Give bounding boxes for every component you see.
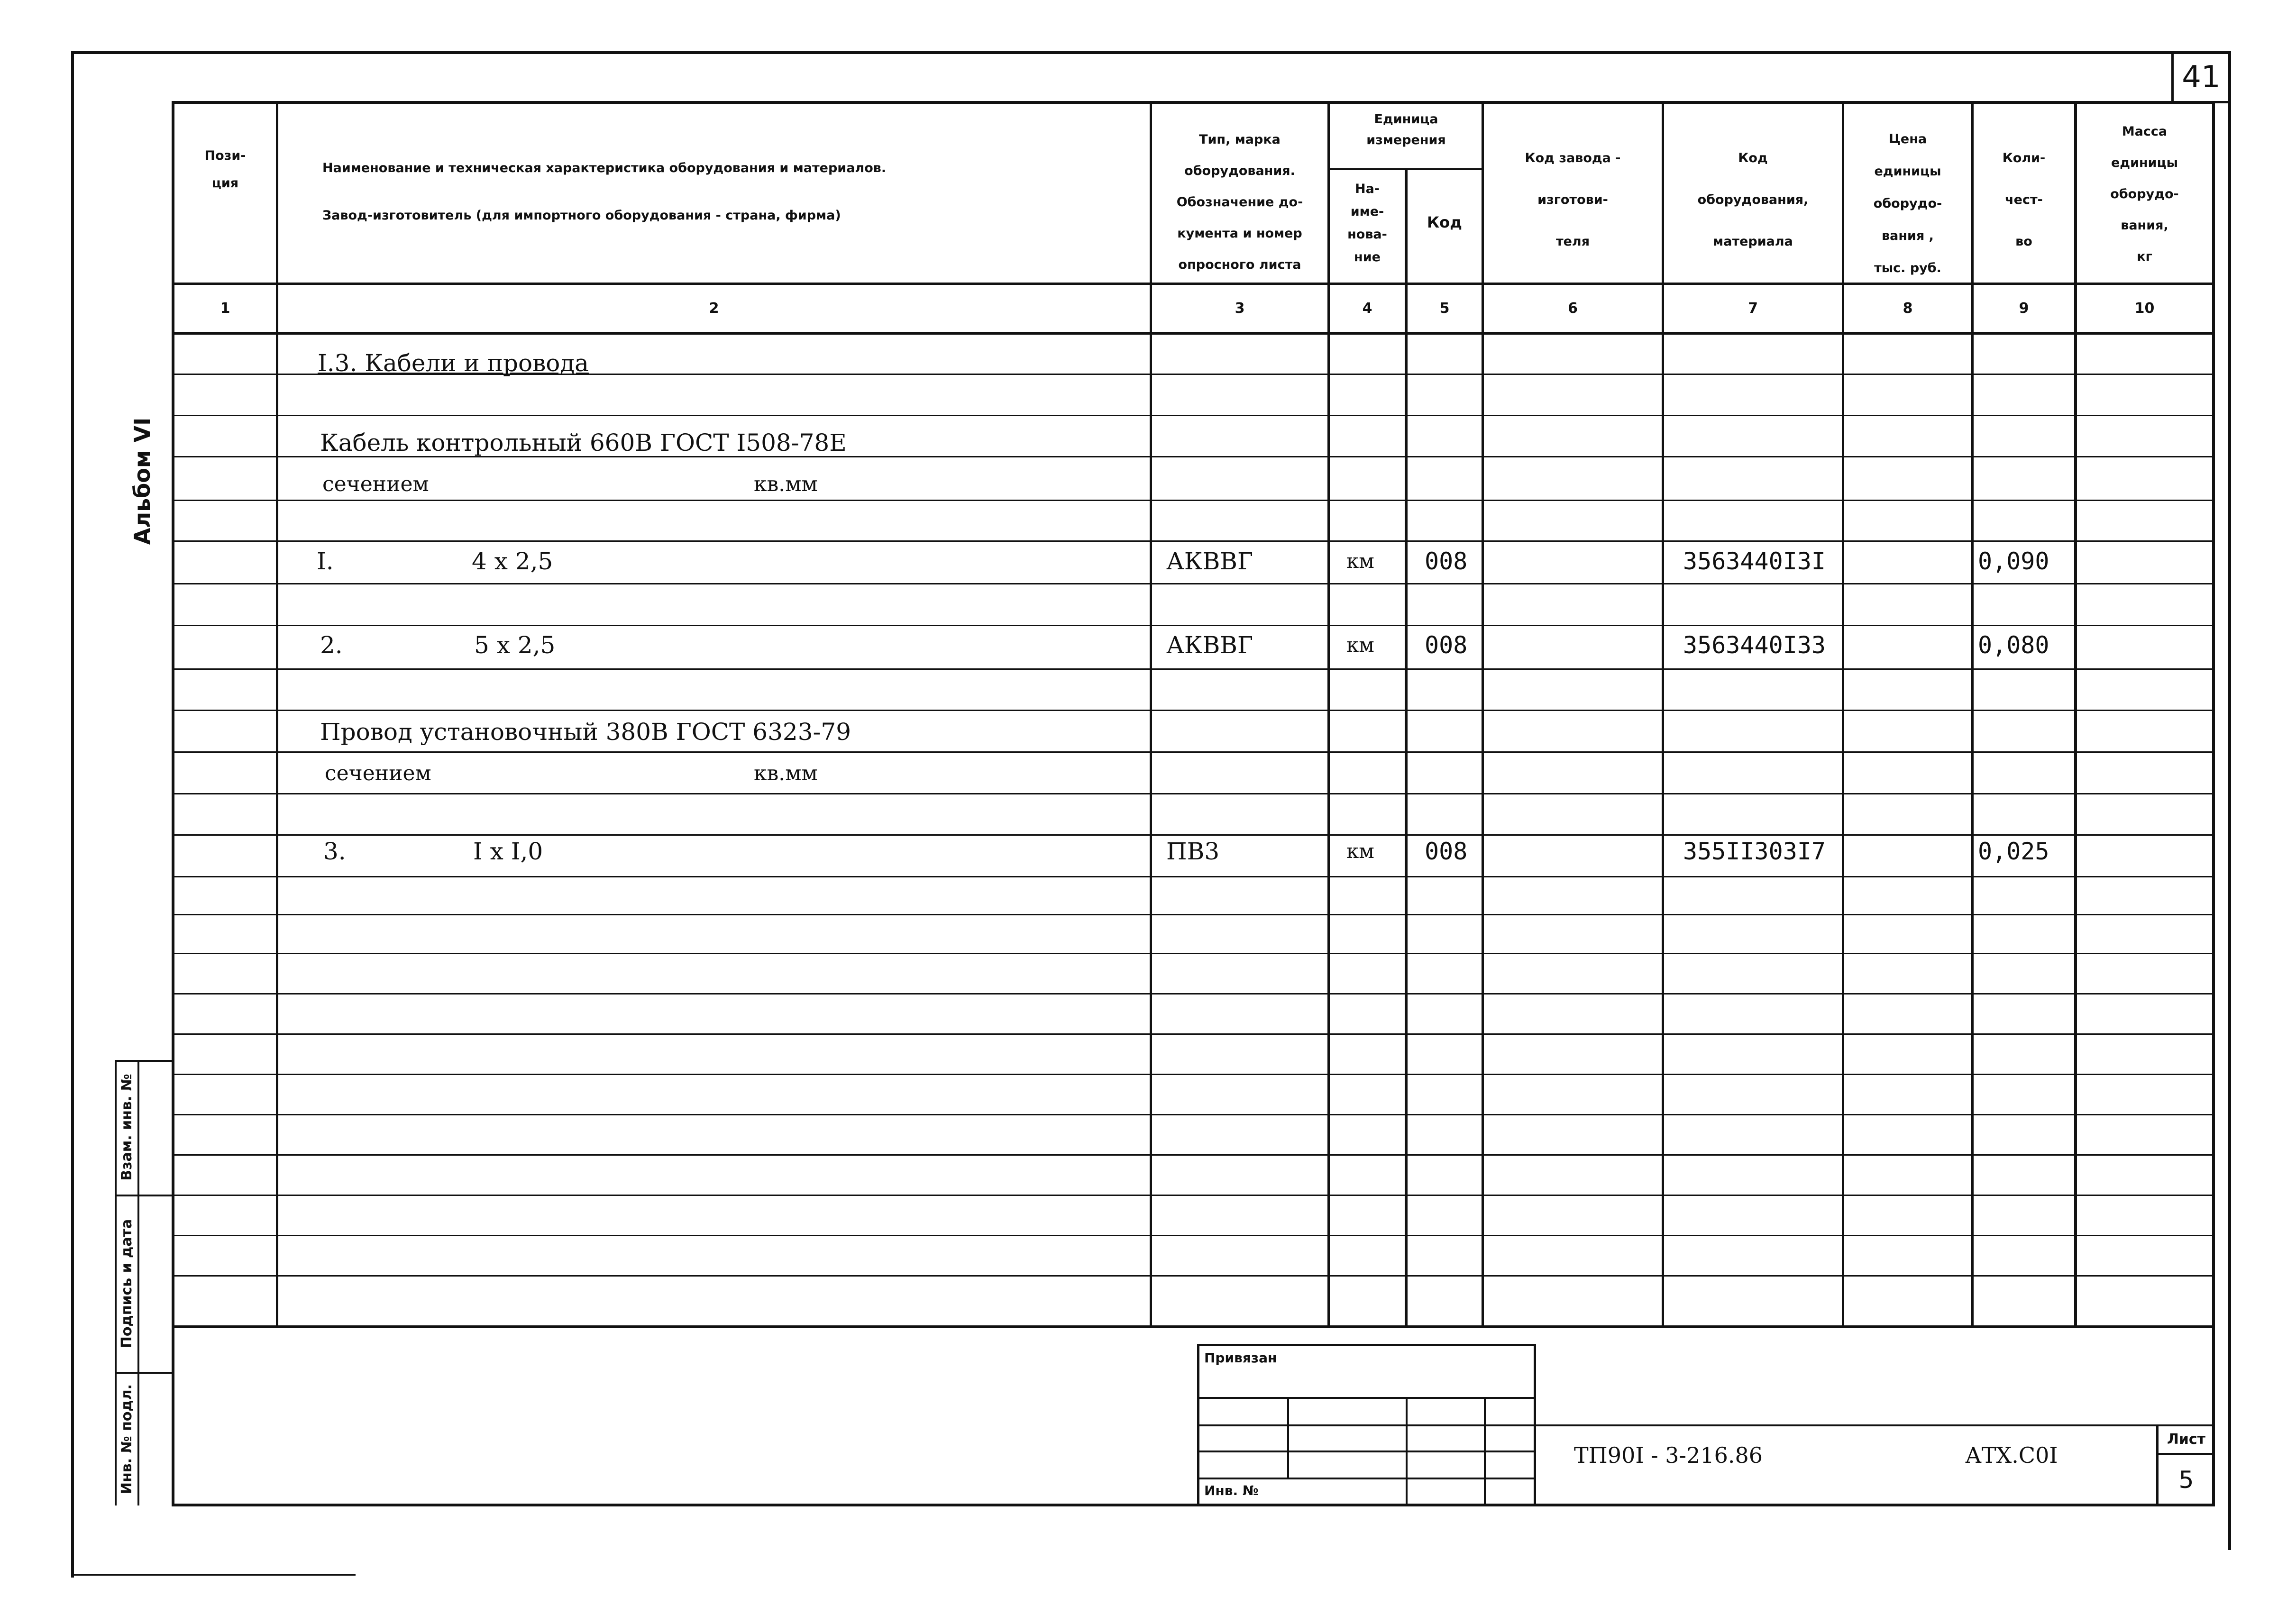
item-1-code: 008 <box>1425 547 1468 575</box>
hdr-col10 <box>2077 116 2212 273</box>
item-2-qty: 0,080 <box>1978 631 2049 659</box>
body-row-line <box>172 1114 2215 1115</box>
album-label: Альбом VI <box>129 417 155 545</box>
stamp-box-divider <box>137 1060 139 1505</box>
hdr-col1-l1: Пози- <box>204 148 246 163</box>
hdr-col5: Код <box>1427 213 1462 231</box>
hdr-col4-l2: име- <box>1350 204 1384 219</box>
body-row-line <box>172 1074 2215 1075</box>
body-row-line <box>172 1154 2215 1156</box>
table-top <box>172 101 2215 104</box>
wire-heading: Провод установочный 380В ГОСТ 6323-79 <box>320 718 851 746</box>
hdr-col3 <box>1153 124 1326 281</box>
item-3-equip-code: 355II303I7 <box>1683 838 1826 865</box>
stamp-signature-date: Подпись и дата <box>119 1219 135 1349</box>
hdr-col3-l2: оборудования. <box>1184 164 1295 178</box>
body-row-line <box>172 415 2215 416</box>
cable-heading: Кабель контрольный 660В ГОСТ I508-78Е <box>320 429 847 456</box>
tb-attached: Привязан <box>1204 1350 1277 1366</box>
tb-doc-code: АТХ.С0I <box>1965 1442 2058 1468</box>
item-2-unit: км <box>1346 633 1374 657</box>
hdr-unit <box>1330 109 1482 151</box>
hdr-col8-l1: Цена <box>1888 132 1927 146</box>
hdr-col4-l4: ние <box>1354 250 1381 265</box>
stamp-replaced-inv: Взам. инв. № <box>119 1074 135 1181</box>
wire-section-unit: кв.мм <box>754 761 818 785</box>
item-1-pos: I. <box>317 547 334 575</box>
item-2-type: АКВВГ <box>1166 631 1253 659</box>
hdr-col7 <box>1664 137 1842 263</box>
tb-sheet-value: 5 <box>2178 1466 2194 1494</box>
tb-vert-3 <box>1484 1397 1486 1505</box>
col-num-8: 8 <box>1903 300 1913 317</box>
tb-box-top <box>1197 1344 1536 1346</box>
col-num-1: 1 <box>220 300 230 317</box>
hdr-col7-l2: оборудования, <box>1697 192 1809 207</box>
item-3-unit: км <box>1346 839 1374 863</box>
hdr-col9-l1: Коли- <box>2002 151 2046 165</box>
table-right <box>2212 101 2215 1506</box>
hdr-col2 <box>322 145 1147 239</box>
item-3-qty: 0,025 <box>1978 838 2049 865</box>
col-num-4: 4 <box>1362 300 1372 317</box>
tb-vert-1 <box>1287 1397 1289 1478</box>
item-1-qty: 0,090 <box>1978 547 2049 575</box>
tb-inv-no: Инв. № <box>1204 1483 1259 1498</box>
frame-top <box>71 51 2231 54</box>
hdr-col6-l3: теля <box>1555 234 1590 249</box>
hdr-col8-l4: вания , <box>1882 228 1934 243</box>
body-row-line <box>172 876 2215 877</box>
body-row-line <box>172 1195 2215 1196</box>
col-num-6: 6 <box>1568 300 1578 317</box>
section-title: I.3. Кабели и провода <box>318 349 589 377</box>
item-1-unit: км <box>1346 549 1374 573</box>
frame-bottom <box>71 1574 356 1576</box>
col-num-10: 10 <box>2134 300 2155 317</box>
frame-right <box>2228 51 2231 1550</box>
body-row-line <box>172 793 2215 794</box>
hdr-col6-l2: изготови- <box>1537 192 1608 207</box>
hdr-col2-l2: Завод-изготовитель (для импортного оборудования - страна, фирма) <box>322 208 841 223</box>
item-3-type: ПВ3 <box>1166 838 1220 865</box>
col-num-9: 9 <box>2019 300 2029 317</box>
hdr-col8 <box>1844 123 1971 284</box>
wire-section-label: сечением <box>325 761 431 785</box>
item-1-type: АКВВГ <box>1166 547 1253 575</box>
table-body-bottom <box>172 1325 2215 1328</box>
hdr-col10-l1: Масса <box>2122 124 2168 139</box>
tb-sheet-mid <box>2156 1453 2214 1455</box>
stamp-sep-1 <box>115 1195 174 1196</box>
body-row-line <box>172 914 2215 915</box>
tb-sheet-label: Лист <box>2167 1431 2206 1448</box>
page-bottom-border <box>172 1504 2215 1506</box>
cable-section-label: сечением <box>322 472 429 496</box>
hdr-col8-l2: единицы <box>1874 164 1941 179</box>
item-3-code: 008 <box>1425 838 1468 865</box>
item-3-size: I х I,0 <box>473 838 543 865</box>
hdr-col6 <box>1484 137 1662 263</box>
hdr-col8-l5: тыс. руб. <box>1874 261 1941 275</box>
col-num-2: 2 <box>709 300 719 317</box>
item-3-pos: 3. <box>323 838 346 865</box>
hdr-col3-l3: Обозначение до- <box>1176 195 1303 210</box>
hdr-col7-l3: материала <box>1713 234 1793 249</box>
body-row-line <box>172 668 2215 670</box>
hdr-unit-l1: Единица <box>1374 112 1438 127</box>
frame-left <box>71 51 74 1578</box>
stamp-inv-original: Инв. № подл. <box>119 1384 135 1495</box>
hdr-col1-l2: ция <box>211 176 239 191</box>
hdr-col4-l3: нова- <box>1347 227 1387 242</box>
item-1-equip-code: 3563440I3I <box>1683 547 1826 575</box>
col-num-3: 3 <box>1235 300 1245 317</box>
col-num-7: 7 <box>1748 300 1758 317</box>
hdr-col3-l1: Тип, марка <box>1199 132 1281 147</box>
hdr-col3-l5: опросного листа <box>1178 257 1301 272</box>
hdr-unit-l2: измерения <box>1366 133 1446 147</box>
item-2-code: 008 <box>1425 631 1468 659</box>
hdr-col1 <box>174 142 276 197</box>
item-2-pos: 2. <box>320 631 343 659</box>
hdr-col8-l3: оборудо- <box>1873 196 1942 211</box>
body-row-line <box>172 993 2215 994</box>
item-2-size: 5 х 2,5 <box>474 631 556 659</box>
hdr-col2-l1: Наименование и техническая характеристика оборудования и материалов. <box>322 161 887 175</box>
hdr-col10-l2: единицы <box>2111 155 2178 170</box>
tb-right-top <box>1536 1424 2214 1426</box>
body-row-line <box>172 1033 2215 1035</box>
item-1-size: 4 х 2,5 <box>472 547 553 575</box>
hdr-col6-l1: Код завода - <box>1525 151 1621 165</box>
body-row-line <box>172 500 2215 501</box>
hdr-col4 <box>1330 178 1405 269</box>
hdr-col10-l4: вания, <box>2121 218 2168 233</box>
tb-vert-2 <box>1406 1397 1408 1505</box>
tb-project-code: ТП90I - 3-216.86 <box>1574 1442 1763 1468</box>
item-2-equip-code: 3563440I33 <box>1683 631 1826 659</box>
hdr-col10-l3: оборудо- <box>2110 187 2179 201</box>
body-row-line <box>172 1235 2215 1236</box>
body-row-line <box>172 583 2215 584</box>
sheet-number: 41 <box>2182 60 2221 95</box>
col-num-5: 5 <box>1439 300 1450 317</box>
hdr-col3-l4: кумента и номер <box>1177 226 1302 241</box>
body-row-line <box>172 1275 2215 1277</box>
hdr-col4-l1: На- <box>1354 182 1380 196</box>
hdr-col10-l5: кг <box>2137 249 2152 264</box>
hdr-col9-l2: чест- <box>2005 192 2043 207</box>
hdr-col9 <box>1974 137 2074 263</box>
cable-section-unit: кв.мм <box>754 472 818 496</box>
hdr-col7-l1: Код <box>1738 151 1768 165</box>
body-row-line <box>172 953 2215 954</box>
hdr-col9-l3: во <box>2015 234 2032 249</box>
